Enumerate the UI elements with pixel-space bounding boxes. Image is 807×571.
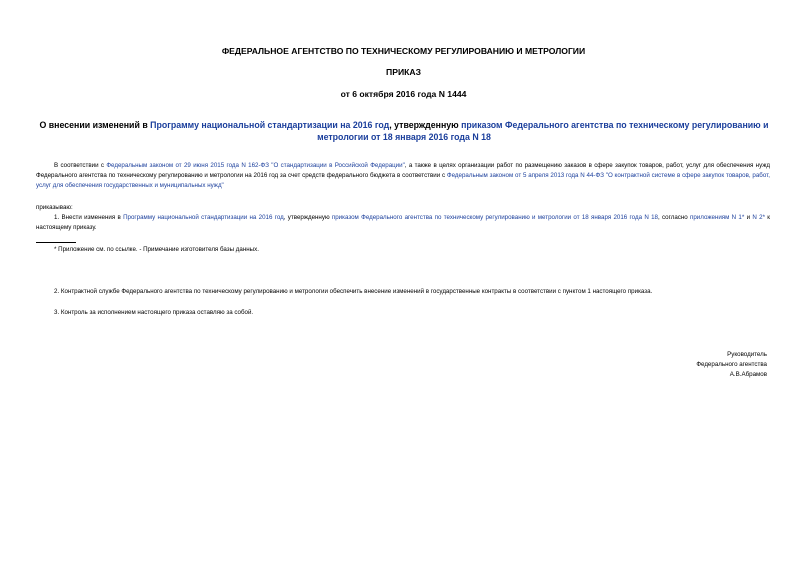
item-1-text-2: , утвержденную <box>283 214 332 221</box>
order-verb: приказываю: <box>36 204 73 211</box>
item-2-paragraph: 2. Контрактной службе Федерального агентства по техническому регулированию и метрологии обеспечить внесение изменений в государственные контракты в соответствии с пунктом 1 настоящего приказа. <box>54 288 653 295</box>
signature-name: А.В.Абрамов <box>729 371 767 378</box>
item-1-text-3: , согласно <box>657 214 691 221</box>
title-prefix: О внесении изменений в <box>39 120 151 130</box>
item-1-link-appendix-2[interactable]: N 2* <box>752 214 765 221</box>
item-1-link-appendix-1[interactable]: приложениям N 1* <box>690 214 745 221</box>
title-link-program[interactable]: Программу национальной стандартизации на 2016 год <box>150 120 390 130</box>
signature-agency: Федерального агентства <box>696 361 767 368</box>
title-mid: , утвержденную <box>389 120 462 130</box>
item-3-paragraph: 3. Контроль за исполнением настоящего приказа оставляю за собой. <box>54 309 254 316</box>
preamble-paragraph <box>36 161 770 191</box>
preamble-text-2: , а также в целях организации работ по размещению заказов в сфере закупок товаров, работ, услуг для обеспечения нужд Федерального агентства по техническому регулированию и метрологии на 2016 год за счет средств федерального бюджета в соответствии с <box>36 162 770 179</box>
item-1-paragraph <box>36 213 770 233</box>
item-1-text-5: к настоящему приказу. <box>36 214 770 231</box>
agency-heading: ФЕДЕРАЛЬНОЕ АГЕНТСТВО ПО ТЕХНИЧЕСКОМУ РЕГУЛИРОВАНИЮ И МЕТРОЛОГИИ <box>221 46 586 56</box>
footnote-divider <box>36 242 76 243</box>
item-1-link-order[interactable]: приказом Федерального агентства по техническому регулированию и метрологии от 18 января 2016 года N 18 <box>331 214 658 221</box>
item-1-text-4: и <box>744 214 753 221</box>
preamble-link-law-162[interactable]: Федеральным законом от 29 июня 2015 года N 162-ФЗ "О стандартизации в Российской Федерации" <box>106 162 405 169</box>
preamble-text-1: В соответствии с <box>54 162 107 169</box>
order-date: от 6 октября 2016 года N 1444 <box>340 89 467 99</box>
signature-title: Руководитель <box>727 351 767 358</box>
footnote: * Приложение см. по ссылке. - Примечание изготовителя базы данных. <box>54 246 259 253</box>
preamble-link-law-44[interactable]: Федеральным законом от 5 апреля 2013 года N 44-ФЗ "О контрактной системе в сфере закупок товаров, работ, услуг для обеспечения государственных и муниципальных нужд" <box>36 172 770 189</box>
item-1-link-program[interactable]: Программу национальной стандартизации на 2016 год <box>123 214 284 221</box>
document-title <box>36 119 772 143</box>
title-link-order[interactable]: приказом Федерального агентства по техническому регулированию и метрологии от 18 января 2016 года N 18 <box>317 120 769 142</box>
order-heading: ПРИКАЗ <box>386 67 421 77</box>
item-1-text-1: 1. Внести изменения в <box>54 214 124 221</box>
